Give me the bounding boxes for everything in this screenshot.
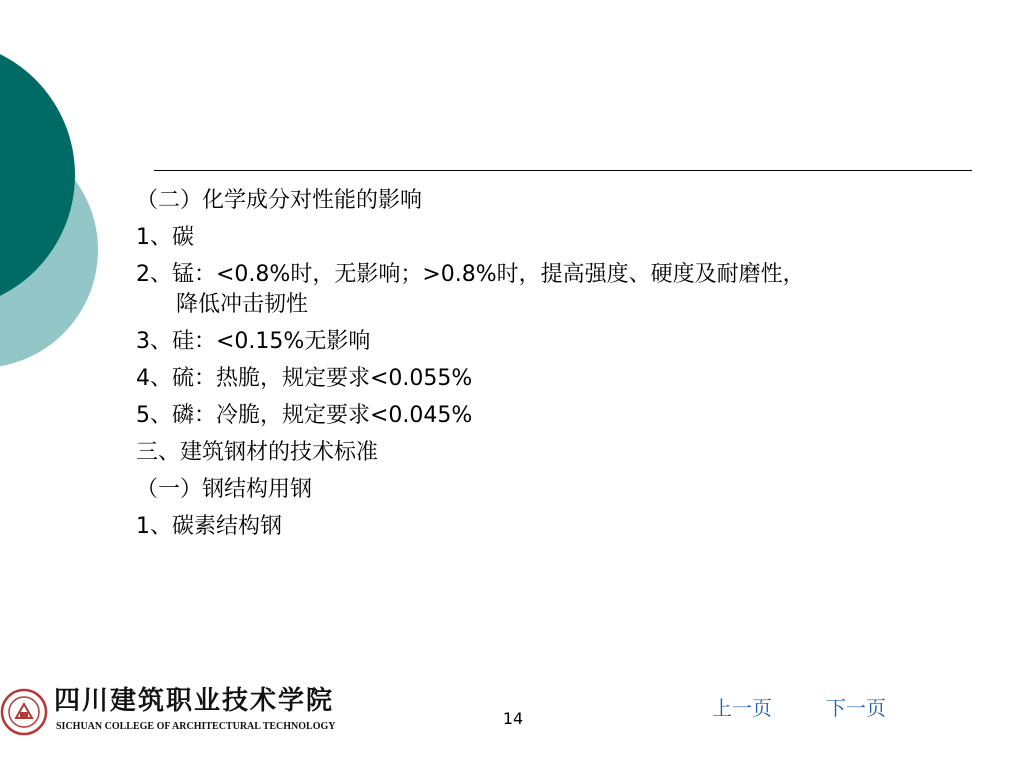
section-heading: （二）化学成分对性能的影响 [136,188,423,213]
list-item: 3、硅：<0.15%无影响 [136,329,371,354]
title-divider [154,170,972,171]
college-seal-icon [0,688,48,736]
decorative-circles [0,0,110,400]
list-item: 1、碳 [136,225,194,250]
previous-page-link[interactable]: 上一页 [712,696,772,720]
college-logo [0,684,340,740]
logo-chinese-name: 四川建筑职业技术学院 [54,686,335,716]
list-item: 1、碳素结构钢 [136,514,282,539]
slide-content [136,186,976,549]
subsection-heading: （一）钢结构用钢 [136,477,313,502]
logo-english-name: SICHUAN COLLEGE OF ARCHITECTURAL TECHNOLOGY [56,721,336,732]
list-item: 5、磷：冷脆，规定要求<0.045% [136,403,473,428]
list-item-continuation: 降低冲击韧性 [176,292,309,317]
section-heading: 三、建筑钢材的技术标准 [136,440,379,465]
next-page-link[interactable]: 下一页 [826,696,886,720]
list-item: 4、硫：热脆，规定要求<0.055% [136,366,473,391]
page-number: 14 [502,709,524,728]
list-item: 2、锰：<0.8%时，无影响；>0.8%时，提高强度、硬度及耐磨性， [136,262,805,287]
